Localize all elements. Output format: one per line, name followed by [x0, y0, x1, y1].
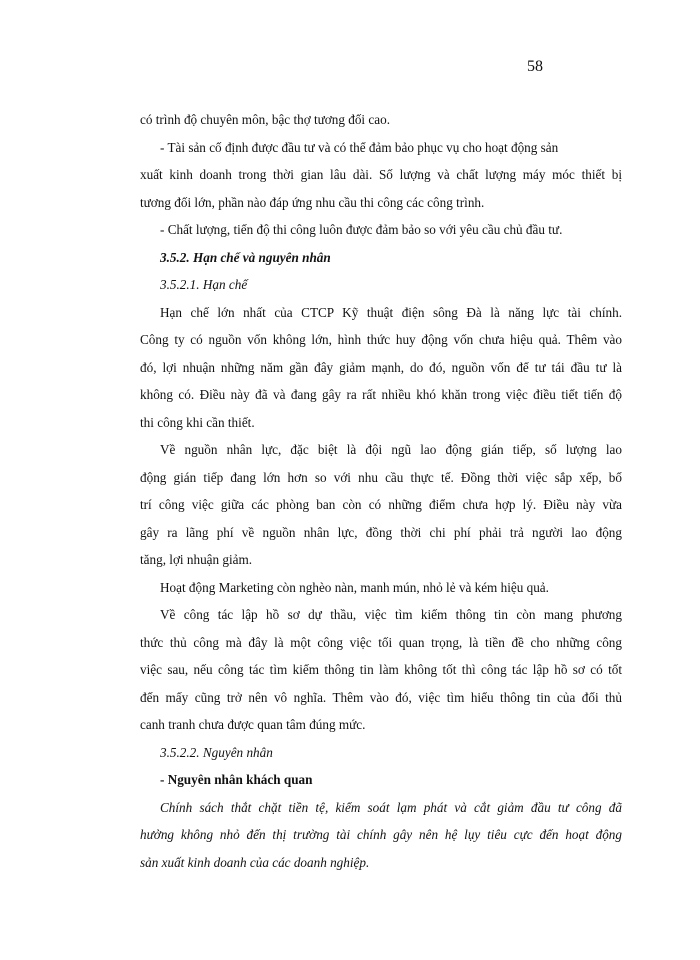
text-line: động gián tiếp đang lớn hơn so với nhu cầu thực tế. Đồng thời việc sắp xếp, bố	[140, 469, 622, 485]
text-line: Về công tác lập hồ sơ dự thầu, việc tìm kiếm thông tin còn mang phương	[160, 607, 622, 622]
text-line: hưởng không nhỏ đến thị trường tài chính gây nên hệ lụy tiêu cực đến hoạt động	[140, 827, 622, 842]
text-line: có trình độ chuyên môn, bậc thợ tương đối cao.	[140, 112, 390, 127]
subsection-heading: 3.5.2.2. Nguyên nhân	[160, 744, 273, 760]
text-line: tương đối lớn, phần nào đáp ứng nhu cầu thi công các công trình.	[140, 194, 485, 210]
text-line: Hoạt động Marketing còn nghèo nàn, manh mún, nhỏ lẻ và kém hiệu quả.	[160, 579, 549, 595]
text-line: Chính sách thắt chặt tiền tệ, kiểm soát lạm phát và cắt giảm đầu tư công đã	[160, 799, 622, 815]
text-line: thức thủ công mà đây là một công việc tối quan trọng, là tiền đề cho những công	[140, 634, 622, 650]
text-line: gây ra lãng phí về nguồn nhân lực, đồng thời chi phí phải trả người lao động	[140, 524, 622, 540]
text-line: đó, lợi nhuận những năm gần đây giảm mạnh, do đó, nguồn vốn để tư tái đầu tư là	[140, 359, 622, 375]
text-line: Về nguồn nhân lực, đặc biệt là đội ngũ lao động gián tiếp, số lượng lao	[160, 442, 622, 457]
text-line: việc sau, nếu công tác tìm kiếm thông tin làm không tốt thì công tác lập hồ sơ có tốt	[140, 662, 622, 677]
section-heading: 3.5.2. Hạn chế và nguyên nhân	[160, 249, 331, 265]
subsection-heading: 3.5.2.1. Hạn chế	[160, 277, 248, 292]
text-line: canh tranh chưa được quan tâm đúng mức.	[140, 717, 366, 732]
page-number: 58	[527, 58, 543, 75]
page-body	[140, 106, 622, 876]
text-line: thi công khi cần thiết.	[140, 414, 255, 430]
text-line: sản xuất kinh doanh của các doanh nghiệp.	[140, 854, 370, 870]
text-line: Công ty có nguồn vốn không lớn, hình thức huy động vốn chưa hiệu quả. Thêm vào	[140, 332, 622, 347]
text-line: đến mấy cũng trở nên vô nghĩa. Thêm vào đó, việc tìm hiểu thông tin của đối thủ	[140, 689, 622, 705]
text-line: Hạn chế lớn nhất của CTCP Kỹ thuật điện sông Đà là năng lực tài chính.	[160, 304, 622, 320]
bold-heading: - Nguyên nhân khách quan	[160, 772, 313, 787]
text-line: - Tài sản cố định được đầu tư và có thể đảm bảo phục vụ cho hoạt động sản	[160, 139, 559, 155]
text-line: xuất kinh doanh trong thời gian lâu dài. Số lượng và chất lượng máy móc thiết bị	[140, 167, 622, 182]
text-line: tăng, lợi nhuận giảm.	[140, 552, 253, 567]
text-line: trí công việc giữa các phòng ban còn có những điểm chưa hợp lý. Điều này vừa	[140, 497, 622, 512]
text-line: - Chất lượng, tiến độ thi công luôn được đảm bảo so với yêu cầu chủ đầu tư.	[160, 222, 563, 237]
text-line: không có. Điều này đã và đang gây ra rất nhiều khó khăn trong việc điều tiết tiến độ	[140, 387, 622, 402]
